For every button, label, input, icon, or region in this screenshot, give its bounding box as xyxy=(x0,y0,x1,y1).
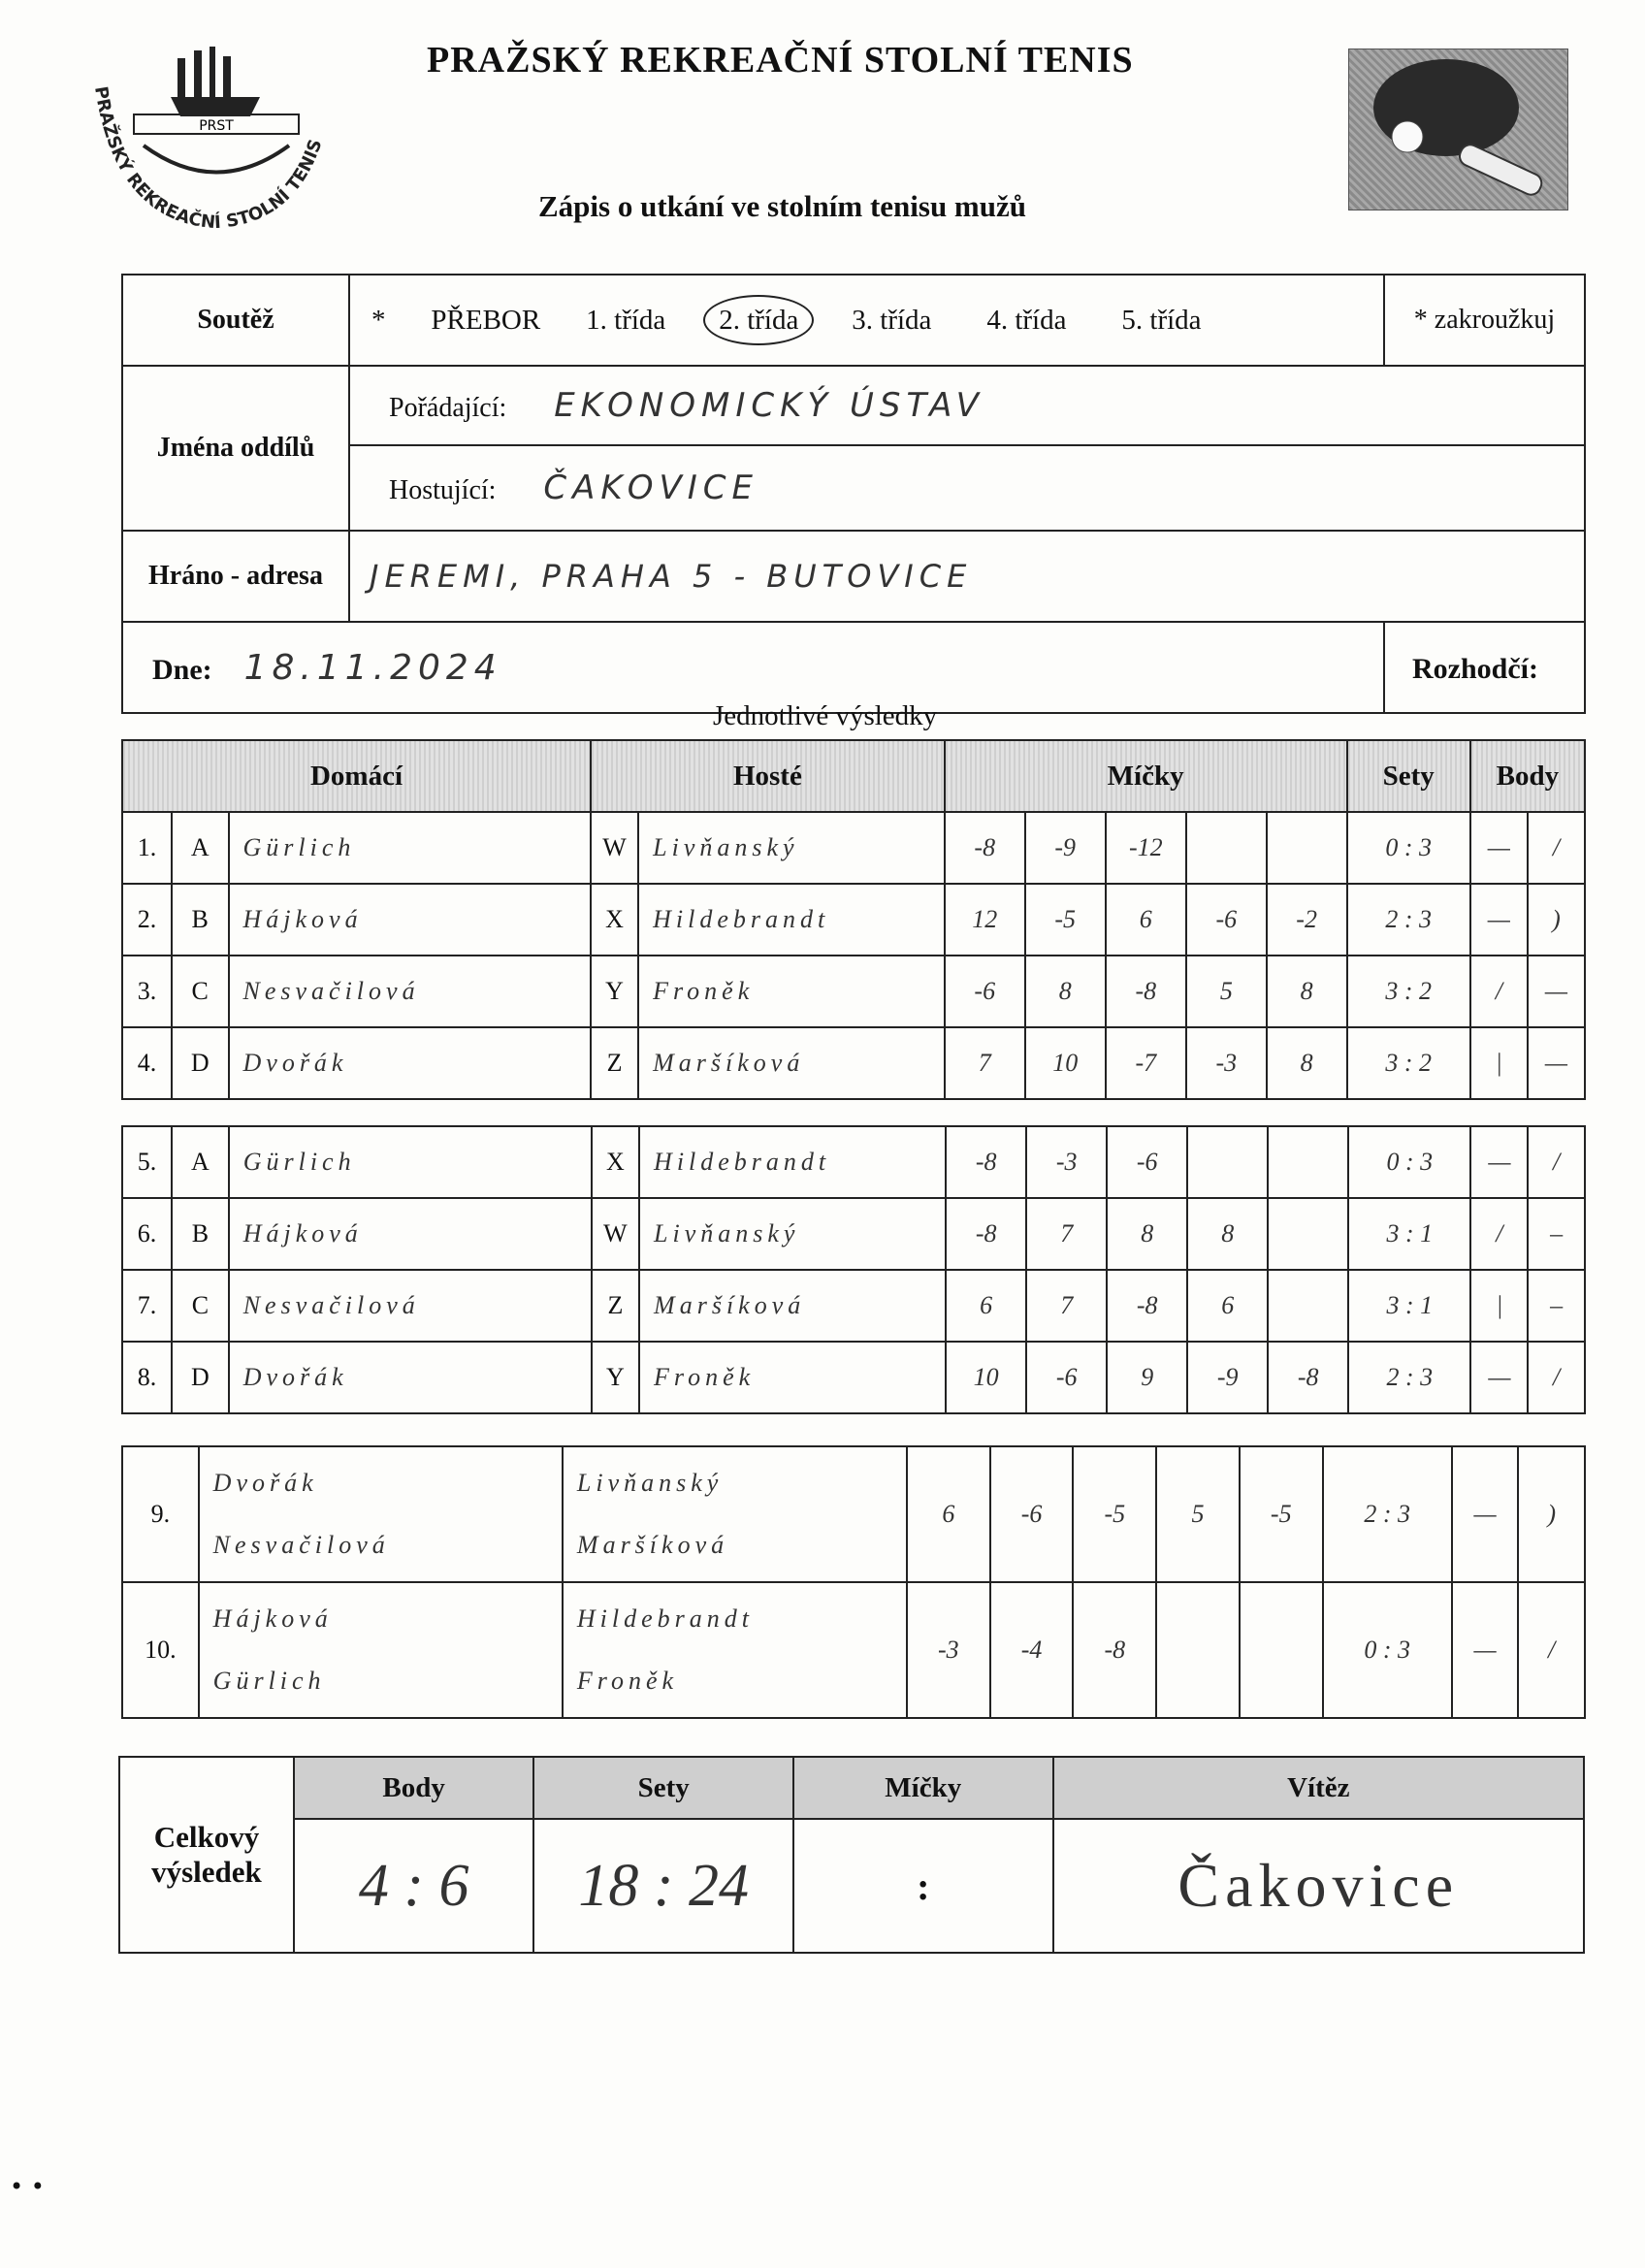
ball-score[interactable]: -4 xyxy=(990,1582,1074,1718)
header-home: Domácí xyxy=(122,740,591,812)
doubles-row xyxy=(122,1446,1585,1582)
home-team-row xyxy=(349,366,1585,445)
guest-player[interactable]: Hildebrandt xyxy=(639,1126,946,1198)
ball-score[interactable]: 8 xyxy=(1267,1027,1347,1099)
home-point[interactable]: | xyxy=(1470,1027,1528,1099)
ball-score[interactable]: 6 xyxy=(1187,1270,1268,1342)
sets-score[interactable]: 3 : 2 xyxy=(1347,1027,1470,1099)
header-guests: Hosté xyxy=(591,740,945,812)
guest-player[interactable]: Froněk xyxy=(639,1342,946,1413)
ball-score[interactable] xyxy=(1268,1198,1348,1270)
ball-score[interactable]: 12 xyxy=(945,884,1025,956)
date-label: Dne: xyxy=(152,653,212,686)
guest-player[interactable]: Maršíková xyxy=(638,1027,945,1099)
home-letter: B xyxy=(172,884,229,956)
guest-letter: Y xyxy=(591,956,638,1027)
ball-score[interactable]: -8 xyxy=(945,812,1025,884)
ball-score[interactable]: 6 xyxy=(946,1270,1026,1342)
ball-score[interactable]: -3 xyxy=(1186,1027,1267,1099)
results-table-2 xyxy=(121,1125,1586,1414)
ball-score[interactable]: -6 xyxy=(1026,1342,1107,1413)
sets-score[interactable]: 3 : 1 xyxy=(1348,1270,1470,1342)
guest-team-label: Hostující: xyxy=(389,475,497,505)
total-sets-value[interactable]: 18 : 24 xyxy=(533,1819,793,1953)
ball-score[interactable]: 7 xyxy=(1026,1270,1107,1342)
home-team-value[interactable]: EKONOMICKÝ ÚSTAV xyxy=(554,386,984,425)
pair-player[interactable]: Maršíková xyxy=(576,1531,729,1559)
ball-score[interactable]: -2 xyxy=(1267,884,1347,956)
home-player[interactable]: Dvořák xyxy=(229,1027,591,1099)
option-trida-2-circled[interactable]: 2. třída xyxy=(703,295,814,345)
guest-letter: W xyxy=(592,1198,639,1270)
referee-label: Rozhodčí: xyxy=(1412,653,1538,685)
option-trida-5[interactable]: 5. třída xyxy=(1121,305,1202,336)
ball-score[interactable]: -6 xyxy=(1186,884,1267,956)
match-number: 10. xyxy=(122,1582,199,1718)
pair-player[interactable]: Dvořák xyxy=(212,1469,318,1497)
option-trida-4[interactable]: 4. třída xyxy=(986,305,1067,336)
pair-player[interactable]: Nesvačilová xyxy=(212,1531,390,1559)
total-label: Celkový výsledek xyxy=(119,1757,294,1953)
guest-point[interactable]: / xyxy=(1528,1126,1585,1198)
home-player[interactable]: Gürlich xyxy=(229,1126,592,1198)
total-balls-value[interactable]: : xyxy=(793,1819,1053,1953)
results-table-1 xyxy=(121,739,1586,1100)
venue-row xyxy=(349,531,1585,622)
match-row xyxy=(122,1270,1585,1342)
home-point[interactable]: — xyxy=(1470,1342,1528,1413)
ball-score[interactable]: -9 xyxy=(1187,1342,1268,1413)
date-value[interactable]: 18.11.2024 xyxy=(243,647,502,688)
home-player[interactable]: Gürlich xyxy=(229,812,591,884)
ball-score[interactable]: -8 xyxy=(946,1126,1026,1198)
venue-label: Hráno - adresa xyxy=(122,531,349,622)
guest-player[interactable]: Livňanský xyxy=(638,812,945,884)
page-title: PRAŽSKÝ REKREAČNÍ STOLNÍ TENIS xyxy=(427,40,1134,81)
ball-score[interactable]: -9 xyxy=(1025,812,1106,884)
ball-score[interactable]: -5 xyxy=(1073,1446,1156,1582)
ball-score[interactable] xyxy=(1187,1126,1268,1198)
home-letter: B xyxy=(172,1198,229,1270)
pair-player[interactable]: Gürlich xyxy=(212,1667,326,1695)
pair-player[interactable]: Froněk xyxy=(576,1667,679,1695)
home-letter: C xyxy=(172,956,229,1027)
ball-score[interactable]: 8 xyxy=(1107,1198,1187,1270)
ball-score[interactable]: -8 xyxy=(1107,1270,1187,1342)
guest-team-row xyxy=(349,445,1585,531)
match-row xyxy=(122,1342,1585,1413)
guest-point[interactable]: — xyxy=(1528,956,1585,1027)
guest-letter: X xyxy=(592,1126,639,1198)
ball-score[interactable] xyxy=(1268,1270,1348,1342)
guest-player[interactable]: Froněk xyxy=(638,956,945,1027)
option-trida-1[interactable]: 1. třída xyxy=(586,305,666,336)
ball-score[interactable]: 6 xyxy=(907,1446,990,1582)
guest-point[interactable]: / xyxy=(1528,1342,1585,1413)
total-balls-label: Míčky xyxy=(793,1757,1053,1819)
ball-score[interactable]: -7 xyxy=(1106,1027,1186,1099)
home-point[interactable]: — xyxy=(1452,1582,1519,1718)
home-pair[interactable] xyxy=(199,1582,563,1718)
guest-letter: Z xyxy=(592,1270,639,1342)
ball-score[interactable]: 6 xyxy=(1106,884,1186,956)
pair-player[interactable]: Hildebrandt xyxy=(576,1604,755,1633)
home-pair[interactable] xyxy=(199,1446,563,1582)
option-trida-3[interactable]: 3. třída xyxy=(852,305,932,336)
guest-point[interactable]: ) xyxy=(1528,884,1585,956)
ball-score[interactable]: 5 xyxy=(1186,956,1267,1027)
ball-score[interactable]: 8 xyxy=(1267,956,1347,1027)
competition-label: Soutěž xyxy=(122,275,349,366)
sets-score[interactable]: 3 : 1 xyxy=(1348,1198,1470,1270)
ball-score[interactable]: -3 xyxy=(1026,1126,1107,1198)
home-player[interactable]: Hájková xyxy=(229,1198,592,1270)
pair-player[interactable]: Hájková xyxy=(212,1604,333,1633)
ball-score[interactable] xyxy=(1267,812,1347,884)
match-row xyxy=(122,1198,1585,1270)
ball-score[interactable]: 9 xyxy=(1107,1342,1187,1413)
guest-pair[interactable] xyxy=(563,1446,907,1582)
ball-score[interactable]: 7 xyxy=(1026,1198,1107,1270)
sets-score[interactable]: 0 : 3 xyxy=(1323,1582,1452,1718)
guest-point[interactable]: ) xyxy=(1518,1446,1585,1582)
guest-player[interactable]: Maršíková xyxy=(639,1270,946,1342)
total-sets-label: Sety xyxy=(533,1757,793,1819)
home-team-label: Pořádající: xyxy=(389,393,507,423)
home-player[interactable]: Nesvačilová xyxy=(229,1270,592,1342)
ball-score[interactable]: -5 xyxy=(1025,884,1106,956)
header-sets: Sety xyxy=(1347,740,1470,812)
ball-score[interactable]: -12 xyxy=(1106,812,1186,884)
match-number: 9. xyxy=(122,1446,199,1582)
results-title: Jednotlivé výsledky xyxy=(713,700,938,731)
ball-score[interactable]: 8 xyxy=(1025,956,1106,1027)
home-point[interactable]: / xyxy=(1470,956,1528,1027)
table-tennis-photo xyxy=(1348,49,1568,211)
match-number: 7. xyxy=(122,1270,172,1342)
ball-score[interactable]: -5 xyxy=(1240,1446,1323,1582)
ball-score[interactable] xyxy=(1156,1582,1240,1718)
ball-score[interactable]: -6 xyxy=(945,956,1025,1027)
logo-prst-text: PRST xyxy=(199,118,234,134)
guest-letter: X xyxy=(591,884,638,956)
home-letter: C xyxy=(172,1270,229,1342)
ball-score[interactable]: -8 xyxy=(1268,1342,1348,1413)
guest-point[interactable]: – xyxy=(1528,1270,1585,1342)
ball-score[interactable]: -8 xyxy=(1106,956,1186,1027)
guest-player[interactable]: Livňanský xyxy=(639,1198,946,1270)
prst-logo xyxy=(85,29,347,238)
home-player[interactable]: Dvořák xyxy=(229,1342,592,1413)
home-point[interactable]: | xyxy=(1470,1270,1528,1342)
sets-score[interactable]: 2 : 3 xyxy=(1323,1446,1452,1582)
header-points: Body xyxy=(1470,740,1585,812)
match-number: 2. xyxy=(122,884,172,956)
sets-score[interactable]: 0 : 3 xyxy=(1347,812,1470,884)
ball-score[interactable]: 8 xyxy=(1187,1198,1268,1270)
total-winner-value[interactable]: Čakovice xyxy=(1053,1819,1584,1953)
ball-score[interactable] xyxy=(1240,1582,1323,1718)
doubles-table xyxy=(121,1445,1586,1719)
home-point[interactable]: — xyxy=(1470,884,1528,956)
date-row xyxy=(122,622,1384,713)
guest-pair[interactable] xyxy=(563,1582,907,1718)
guest-point[interactable]: — xyxy=(1528,1027,1585,1099)
guest-letter: Z xyxy=(591,1027,638,1099)
ball-score[interactable] xyxy=(1186,812,1267,884)
competition-options xyxy=(349,275,1384,366)
total-points-value[interactable]: 4 : 6 xyxy=(294,1819,534,1953)
guest-point[interactable]: / xyxy=(1518,1582,1585,1718)
sets-score[interactable]: 2 : 3 xyxy=(1348,1342,1470,1413)
circle-note: * zakroužkuj xyxy=(1384,275,1585,366)
home-point[interactable]: / xyxy=(1470,1198,1528,1270)
page-subtitle: Zápis o utkání ve stolním tenisu mužů xyxy=(538,189,1026,223)
match-row xyxy=(122,1027,1585,1099)
match-row xyxy=(122,884,1585,956)
guest-team-value[interactable]: ČAKOVICE xyxy=(543,469,759,507)
venue-value[interactable]: JEREMI, PRAHA 5 - BUTOVICE xyxy=(370,558,973,595)
match-number: 5. xyxy=(122,1126,172,1198)
home-letter: D xyxy=(172,1342,229,1413)
match-row xyxy=(122,1126,1585,1198)
home-player[interactable]: Nesvačilová xyxy=(229,956,591,1027)
doubles-row xyxy=(122,1582,1585,1718)
guest-letter: Y xyxy=(592,1342,639,1413)
total-winner-label: Vítěz xyxy=(1053,1757,1584,1819)
ball-score[interactable]: 7 xyxy=(945,1027,1025,1099)
sets-score[interactable]: 3 : 2 xyxy=(1347,956,1470,1027)
home-letter: A xyxy=(172,812,229,884)
match-row xyxy=(122,956,1585,1027)
referee-row xyxy=(1384,622,1585,713)
header-balls: Míčky xyxy=(945,740,1347,812)
sets-score[interactable]: 0 : 3 xyxy=(1348,1126,1470,1198)
match-number: 1. xyxy=(122,812,172,884)
logo-ring-text: PRAŽSKÝ REKREAČNÍ STOLNÍ TENIS xyxy=(90,84,327,234)
team-names-label: Jména oddílů xyxy=(122,366,349,531)
pair-player[interactable]: Livňanský xyxy=(576,1469,724,1497)
ball-icon xyxy=(1392,121,1423,152)
option-prebor[interactable]: PŘEBOR xyxy=(431,305,541,336)
match-number: 3. xyxy=(122,956,172,1027)
home-point[interactable]: — xyxy=(1452,1446,1519,1582)
home-letter: A xyxy=(172,1126,229,1198)
ball-score[interactable]: -8 xyxy=(1073,1582,1156,1718)
match-row xyxy=(122,812,1585,884)
total-points-label: Body xyxy=(294,1757,534,1819)
footer-marks: • • xyxy=(10,2173,45,2200)
ball-score[interactable]: -6 xyxy=(990,1446,1074,1582)
guest-point[interactable]: / xyxy=(1528,812,1585,884)
sets-score[interactable]: 2 : 3 xyxy=(1347,884,1470,956)
match-info-table xyxy=(121,274,1586,714)
competition-star: * xyxy=(371,305,386,336)
ball-score[interactable]: 10 xyxy=(1025,1027,1106,1099)
match-number: 6. xyxy=(122,1198,172,1270)
guest-point[interactable]: – xyxy=(1528,1198,1585,1270)
ball-score[interactable]: 10 xyxy=(946,1342,1026,1413)
home-point[interactable]: — xyxy=(1470,1126,1528,1198)
home-letter: D xyxy=(172,1027,229,1099)
match-number: 4. xyxy=(122,1027,172,1099)
home-point[interactable]: — xyxy=(1470,812,1528,884)
guest-player[interactable]: Hildebrandt xyxy=(638,884,945,956)
ball-score[interactable]: -8 xyxy=(946,1198,1026,1270)
total-result-table xyxy=(118,1756,1585,1954)
ball-score[interactable]: -3 xyxy=(907,1582,990,1718)
match-number: 8. xyxy=(122,1342,172,1413)
home-player[interactable]: Hájková xyxy=(229,884,591,956)
guest-letter: W xyxy=(591,812,638,884)
ball-score[interactable] xyxy=(1268,1126,1348,1198)
ball-score[interactable]: 5 xyxy=(1156,1446,1240,1582)
ball-score[interactable]: -6 xyxy=(1107,1126,1187,1198)
